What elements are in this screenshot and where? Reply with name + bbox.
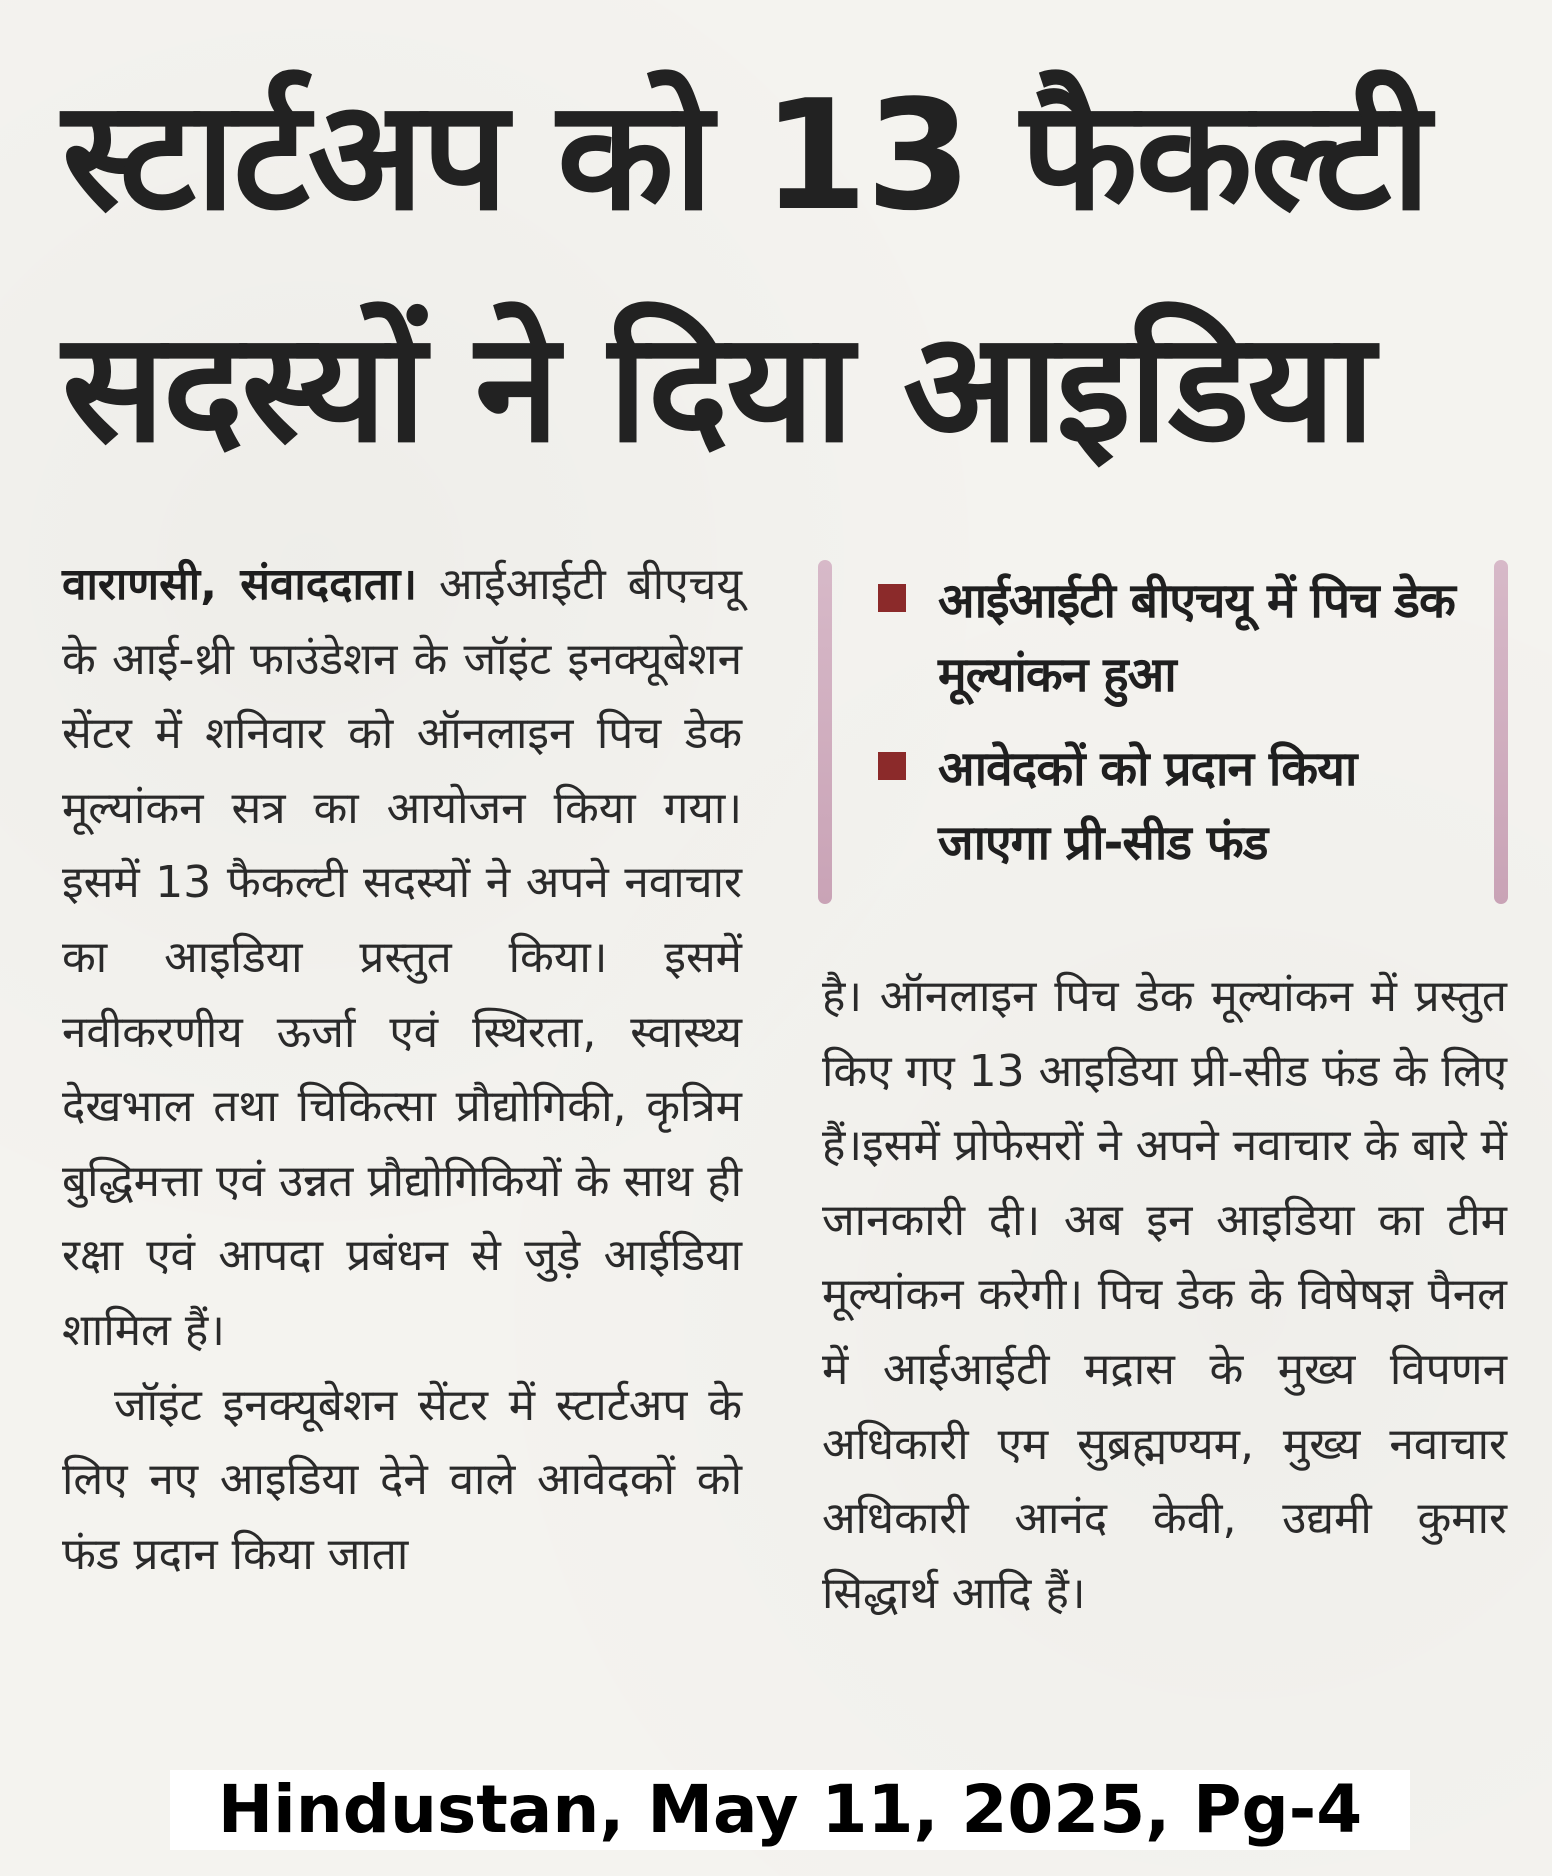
headline-line-1: स्टार्टअप को 13 फैकल्टी <box>62 67 1429 244</box>
right-paragraph: है। ऑनलाइन पिच डेक मूल्यांकन में प्रस्तुत किए गए 13 आइडिया प्री-सीड फंड के लिए हैं।इसमें प्रोफेसरों ने अपने नवाचार के बारे में जानकारी दी। अब इन आइडिया का टीम मूल्यांकन करेगी। पिच डेक के विषेषज्ञ पैनल में आईआईटी मद्रास के मुख्य विपणन अधिकारी एम सुब्रह्मण्यम, मुख्य नवाचार अधिकारी आनंद केवी, उद्यमी कुमार सिद्धार्थ आदि हैं। <box>822 971 1507 1619</box>
highlight-item <box>878 732 1478 880</box>
headline-line-2: सदस्यों ने दिया आइडिया <box>62 299 1374 476</box>
dateline: वाराणसी, संवाददाता। <box>62 559 418 610</box>
headline <box>62 40 1502 504</box>
highlight-text: आईआईटी बीएचयू में पिच डेक मूल्यांकन हुआ <box>938 573 1455 703</box>
highlight-text: आवेदकों को प्रदान किया जाएगा प्री-सीड फंड <box>938 741 1357 871</box>
highlight-rule-left <box>818 560 832 904</box>
source-caption: Hindustan, May 11, 2025, Pg-4 <box>170 1770 1410 1850</box>
left-paragraph-1 <box>62 548 742 1369</box>
left-paragraph-2: जॉइंट इनक्यूबेशन सेंटर में स्टार्टअप के लिए नए आइडिया देने वाले आवेदकों को फंड प्रदान किया जाता <box>62 1379 742 1580</box>
highlights-box <box>818 560 1508 904</box>
square-bullet-icon <box>878 584 906 612</box>
highlight-rule-right <box>1494 560 1508 904</box>
square-bullet-icon <box>878 752 906 780</box>
left-column <box>62 548 742 1592</box>
left-paragraph-1-text: आईआईटी बीएचयू के आई-थ्री फाउंडेशन के जॉइंट इनक्यूबेशन सेंटर में शनिवार को ऑनलाइन पिच डेक मूल्यांकन सत्र का आयोजन किया गया। इसमें 13 फैकल्टी सदस्यों ने अपने नवाचार का आइडिया प्रस्तुत किया। इसमें नवीकरणीय ऊर्जा एवं स्थिरता, स्वास्थ्य देखभाल तथा चिकित्सा प्रौद्योगिकी, कृत्रिम बुद्धिमत्ता एवं उन्नत प्रौद्योगिकियों के साथ ही रक्षा एवं आपदा प्रबंधन से जुड़े आईडिया शामिल हैं। <box>62 559 742 1356</box>
highlights-list <box>878 564 1478 900</box>
highlight-item <box>878 564 1478 712</box>
right-column <box>822 960 1507 1631</box>
